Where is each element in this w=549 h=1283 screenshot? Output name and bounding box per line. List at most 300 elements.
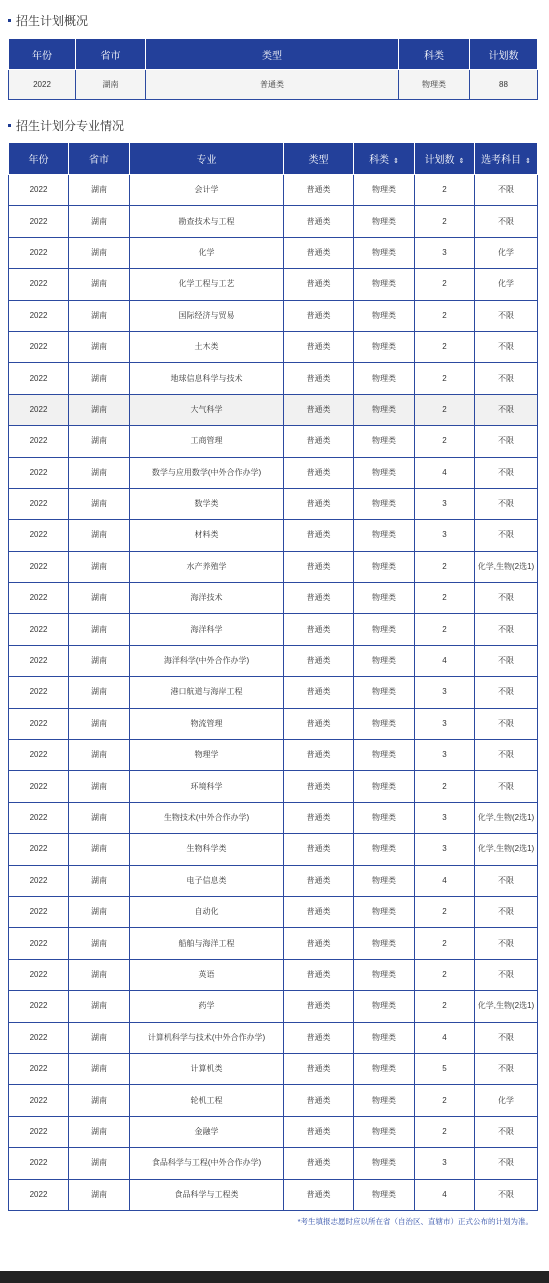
table-cell: 普通类 [284,394,354,425]
column-header [130,143,284,175]
column-header [9,143,69,175]
table-row [9,645,538,676]
detail-section-title [8,117,124,134]
table-cell: 不限 [475,677,538,708]
table-row [9,1179,538,1210]
table-cell: 物理类 [354,175,415,206]
table-cell: 物理类 [354,269,415,300]
table-cell: 2022 [9,520,69,551]
table-cell: 湖南 [69,991,130,1022]
table-row [9,740,538,771]
table-cell: 2 [415,175,475,206]
table-cell: 不限 [475,300,538,331]
table-cell: 2022 [9,175,69,206]
table-cell: 湖南 [69,708,130,739]
table-cell: 物理类 [354,614,415,645]
table-row [9,708,538,739]
table-cell: 不限 [475,614,538,645]
table-cell: 2 [415,269,475,300]
table-cell: 不限 [475,488,538,519]
table-row [9,896,538,927]
table-row [9,300,538,331]
table-cell: 3 [415,802,475,833]
table-cell: 物流管理 [130,708,284,739]
column-header-label: 专业 [196,155,217,166]
table-cell: 湖南 [69,551,130,582]
table-cell: 湖南 [69,1053,130,1084]
table-cell: 环境科学 [130,771,284,802]
table-row [9,457,538,488]
table-cell: 不限 [475,740,538,771]
summary-header-cell: 省市 [76,39,146,70]
table-cell: 2022 [9,834,69,865]
table-row [9,331,538,362]
table-cell: 不限 [475,896,538,927]
table-cell: 2022 [9,708,69,739]
table-cell: 2 [415,614,475,645]
summary-row [9,70,538,100]
table-cell: 水产养殖学 [130,551,284,582]
table-cell: 湖南 [69,1116,130,1147]
table-cell: 湖南 [69,331,130,362]
table-cell: 3 [415,520,475,551]
table-cell: 普通类 [284,740,354,771]
table-cell: 普通类 [284,331,354,362]
table-cell: 2022 [9,426,69,457]
table-cell: 湖南 [69,457,130,488]
sort-icon[interactable]: ⇕ [458,158,465,165]
bullet-icon [8,124,11,127]
table-cell: 普通类 [284,363,354,394]
table-cell: 物理类 [354,645,415,676]
table-cell: 2022 [9,928,69,959]
table-cell: 不限 [475,363,538,394]
table-cell: 普通类 [284,834,354,865]
table-cell: 2022 [9,331,69,362]
table-cell: 2 [415,896,475,927]
table-cell: 普通类 [284,1179,354,1210]
table-row [9,1148,538,1179]
table-cell: 数学与应用数学(中外合作办学) [130,457,284,488]
table-cell: 海洋技术 [130,583,284,614]
table-cell: 湖南 [69,488,130,519]
table-cell: 物理类 [354,740,415,771]
table-cell: 2 [415,1085,475,1116]
table-cell: 物理类 [354,331,415,362]
table-cell: 物理类 [354,1053,415,1084]
table-cell: 计算机科学与技术(中外合作办学) [130,1022,284,1053]
column-header-label: 年份 [28,155,49,166]
summary-header-cell: 类型 [146,39,399,70]
table-cell: 普通类 [284,175,354,206]
table-cell: 2022 [9,300,69,331]
table-cell: 湖南 [69,802,130,833]
table-cell: 会计学 [130,175,284,206]
column-header-label: 类型 [308,155,329,166]
table-cell: 湖南 [69,300,130,331]
summary-section-title [8,12,88,29]
table-cell: 物理类 [354,959,415,990]
summary-table [8,38,538,100]
table-cell: 普通类 [284,928,354,959]
table-cell: 国际经济与贸易 [130,300,284,331]
table-cell: 3 [415,677,475,708]
table-cell: 2022 [9,1053,69,1084]
table-cell: 勘查技术与工程 [130,206,284,237]
table-cell: 物理类 [354,457,415,488]
summary-title-text: 招生计划概况 [16,14,89,28]
summary-header-cell: 计划数 [470,39,538,70]
table-cell: 2022 [9,771,69,802]
table-cell: 化学 [130,237,284,268]
table-cell: 大气科学 [130,394,284,425]
table-cell: 物理类 [354,865,415,896]
table-cell: 物理类 [354,896,415,927]
table-cell: 4 [415,645,475,676]
table-cell: 4 [415,1179,475,1210]
table-row [9,771,538,802]
column-header [69,143,130,175]
table-cell: 物理类 [354,583,415,614]
table-cell: 2 [415,771,475,802]
table-cell: 化学工程与工艺 [130,269,284,300]
sortable-column-header[interactable] [415,143,475,175]
table-cell: 不限 [475,394,538,425]
table-cell: 生物技术(中外合作办学) [130,802,284,833]
table-cell: 不限 [475,1148,538,1179]
table-cell: 5 [415,1053,475,1084]
table-cell: 2022 [9,614,69,645]
table-cell: 湖南 [69,1148,130,1179]
table-cell: 2 [415,426,475,457]
table-cell: 湖南 [69,583,130,614]
table-cell: 不限 [475,865,538,896]
table-row [9,834,538,865]
table-cell: 物理类 [354,300,415,331]
table-cell: 2022 [9,1085,69,1116]
table-cell: 物理类 [354,834,415,865]
table-row [9,1116,538,1147]
table-cell: 湖南 [69,677,130,708]
table-row [9,1085,538,1116]
table-cell: 海洋科学(中外合作办学) [130,645,284,676]
summary-header-row [9,39,538,70]
table-cell: 计算机类 [130,1053,284,1084]
table-cell: 3 [415,708,475,739]
table-cell: 湖南 [69,614,130,645]
table-cell: 普通类 [284,1116,354,1147]
column-header-label: 科类 [369,155,390,166]
table-cell: 物理类 [354,1022,415,1053]
table-cell: 普通类 [284,802,354,833]
summary-cell: 物理类 [399,70,470,100]
summary-cell: 普通类 [146,70,399,100]
table-cell: 2 [415,959,475,990]
table-row [9,583,538,614]
table-cell: 物理类 [354,1179,415,1210]
table-cell: 英语 [130,959,284,990]
table-row [9,269,538,300]
table-row [9,677,538,708]
table-cell: 2022 [9,1022,69,1053]
sort-icon[interactable]: ⇕ [525,158,531,165]
table-cell: 湖南 [69,363,130,394]
table-row [9,959,538,990]
table-cell: 轮机工程 [130,1085,284,1116]
table-cell: 普通类 [284,269,354,300]
table-cell: 港口航道与海岸工程 [130,677,284,708]
table-row [9,520,538,551]
footnote: *考生填报志愿时应以所在省（自治区、直辖市）正式公布的计划为准。 [297,1217,533,1226]
table-cell: 2022 [9,802,69,833]
table-cell: 湖南 [69,1179,130,1210]
table-cell: 4 [415,865,475,896]
table-cell: 化学 [475,237,538,268]
table-cell: 湖南 [69,426,130,457]
table-row [9,426,538,457]
table-cell: 湖南 [69,865,130,896]
table-cell: 湖南 [69,740,130,771]
table-cell: 2022 [9,457,69,488]
table-cell: 海洋科学 [130,614,284,645]
sortable-column-header[interactable] [475,143,538,175]
table-cell: 物理类 [354,206,415,237]
table-row [9,175,538,206]
table-cell: 3 [415,834,475,865]
table-cell: 普通类 [284,1085,354,1116]
table-cell: 不限 [475,175,538,206]
table-cell: 普通类 [284,237,354,268]
page-footer-bar [0,1271,549,1283]
table-cell: 物理类 [354,1085,415,1116]
table-cell: 自动化 [130,896,284,927]
table-cell: 化学,生物(2选1) [475,834,538,865]
table-cell: 2022 [9,740,69,771]
table-cell: 普通类 [284,206,354,237]
table-row [9,991,538,1022]
table-cell: 2022 [9,363,69,394]
table-cell: 普通类 [284,551,354,582]
table-cell: 2 [415,551,475,582]
table-cell: 2022 [9,583,69,614]
table-cell: 2022 [9,269,69,300]
table-cell: 化学 [475,1085,538,1116]
table-cell: 湖南 [69,771,130,802]
table-cell: 2 [415,1116,475,1147]
table-cell: 湖南 [69,928,130,959]
table-cell: 3 [415,237,475,268]
table-cell: 不限 [475,928,538,959]
table-cell: 2022 [9,394,69,425]
table-row [9,363,538,394]
table-cell: 普通类 [284,1053,354,1084]
table-row [9,614,538,645]
table-cell: 湖南 [69,175,130,206]
bullet-icon [8,19,11,22]
table-cell: 2022 [9,896,69,927]
table-cell: 不限 [475,1116,538,1147]
summary-header-cell: 科类 [399,39,470,70]
table-cell: 不限 [475,331,538,362]
table-cell: 不限 [475,645,538,676]
table-cell: 船舶与海洋工程 [130,928,284,959]
table-cell: 地球信息科学与技术 [130,363,284,394]
table-cell: 湖南 [69,959,130,990]
summary-cell: 88 [470,70,538,100]
table-cell: 4 [415,457,475,488]
table-cell: 2022 [9,959,69,990]
table-cell: 物理类 [354,363,415,394]
table-cell: 化学 [475,269,538,300]
table-cell: 普通类 [284,991,354,1022]
table-cell: 物理类 [354,677,415,708]
table-row [9,802,538,833]
sort-icon[interactable]: ⇕ [393,158,399,165]
table-cell: 普通类 [284,896,354,927]
table-cell: 普通类 [284,583,354,614]
table-cell: 工商管理 [130,426,284,457]
table-row [9,488,538,519]
summary-cell: 2022 [9,70,76,100]
table-cell: 普通类 [284,520,354,551]
table-cell: 2022 [9,1179,69,1210]
table-cell: 2 [415,583,475,614]
table-cell: 普通类 [284,614,354,645]
table-cell: 2 [415,928,475,959]
table-cell: 普通类 [284,488,354,519]
detail-header-row [9,143,538,175]
table-cell: 物理类 [354,928,415,959]
table-cell: 湖南 [69,520,130,551]
table-cell: 不限 [475,959,538,990]
table-cell: 物理学 [130,740,284,771]
table-cell: 2 [415,363,475,394]
table-cell: 物理类 [354,520,415,551]
table-row [9,865,538,896]
summary-header-cell: 年份 [9,39,76,70]
table-cell: 物理类 [354,991,415,1022]
table-row [9,1022,538,1053]
table-cell: 2 [415,331,475,362]
table-cell: 湖南 [69,269,130,300]
table-cell: 物理类 [354,237,415,268]
table-cell: 不限 [475,1179,538,1210]
table-cell: 金融学 [130,1116,284,1147]
table-row [9,928,538,959]
table-cell: 3 [415,1148,475,1179]
table-cell: 湖南 [69,394,130,425]
table-cell: 湖南 [69,896,130,927]
detail-title-text: 招生计划分专业情况 [16,119,125,133]
table-cell: 2 [415,991,475,1022]
table-cell: 不限 [475,708,538,739]
table-cell: 电子信息类 [130,865,284,896]
column-header-label: 选考科目 [481,155,522,166]
table-cell: 不限 [475,1022,538,1053]
table-cell: 2 [415,206,475,237]
table-cell: 湖南 [69,645,130,676]
column-header-label: 计划数 [424,155,455,166]
table-cell: 2022 [9,206,69,237]
table-cell: 不限 [475,206,538,237]
table-cell: 物理类 [354,771,415,802]
table-cell: 物理类 [354,551,415,582]
table-row [9,1053,538,1084]
table-cell: 不限 [475,1053,538,1084]
table-cell: 材料类 [130,520,284,551]
table-cell: 湖南 [69,1085,130,1116]
table-cell: 普通类 [284,1148,354,1179]
table-cell: 2 [415,300,475,331]
table-cell: 普通类 [284,645,354,676]
table-cell: 2022 [9,237,69,268]
table-cell: 不限 [475,771,538,802]
table-row [9,394,538,425]
table-cell: 土木类 [130,331,284,362]
table-cell: 普通类 [284,300,354,331]
table-cell: 生物科学类 [130,834,284,865]
table-cell: 化学,生物(2选1) [475,991,538,1022]
table-row [9,206,538,237]
table-row [9,237,538,268]
table-cell: 药学 [130,991,284,1022]
table-cell: 物理类 [354,488,415,519]
detail-table [8,142,538,1211]
table-cell: 物理类 [354,708,415,739]
table-cell: 普通类 [284,426,354,457]
table-cell: 普通类 [284,865,354,896]
table-cell: 湖南 [69,237,130,268]
table-cell: 物理类 [354,394,415,425]
table-cell: 化学,生物(2选1) [475,551,538,582]
table-cell: 2022 [9,1148,69,1179]
table-cell: 不限 [475,520,538,551]
table-cell: 普通类 [284,708,354,739]
table-cell: 2022 [9,865,69,896]
table-cell: 2022 [9,991,69,1022]
table-cell: 普通类 [284,457,354,488]
table-cell: 食品科学与工程类 [130,1179,284,1210]
table-cell: 湖南 [69,206,130,237]
table-cell: 3 [415,740,475,771]
table-cell: 2022 [9,677,69,708]
column-header [284,143,354,175]
column-header-label: 省市 [89,155,109,166]
table-cell: 普通类 [284,677,354,708]
table-cell: 物理类 [354,1116,415,1147]
table-cell: 不限 [475,426,538,457]
table-cell: 物理类 [354,1148,415,1179]
table-cell: 物理类 [354,802,415,833]
table-cell: 化学,生物(2选1) [475,802,538,833]
table-cell: 食品科学与工程(中外合作办学) [130,1148,284,1179]
sortable-column-header[interactable] [354,143,415,175]
table-cell: 2 [415,394,475,425]
table-cell: 2022 [9,551,69,582]
table-row [9,551,538,582]
summary-cell: 湖南 [76,70,146,100]
table-cell: 4 [415,1022,475,1053]
table-cell: 2022 [9,645,69,676]
table-cell: 普通类 [284,771,354,802]
table-cell: 不限 [475,583,538,614]
table-cell: 3 [415,488,475,519]
table-cell: 湖南 [69,834,130,865]
table-cell: 湖南 [69,1022,130,1053]
table-cell: 数学类 [130,488,284,519]
table-cell: 不限 [475,457,538,488]
table-cell: 普通类 [284,1022,354,1053]
